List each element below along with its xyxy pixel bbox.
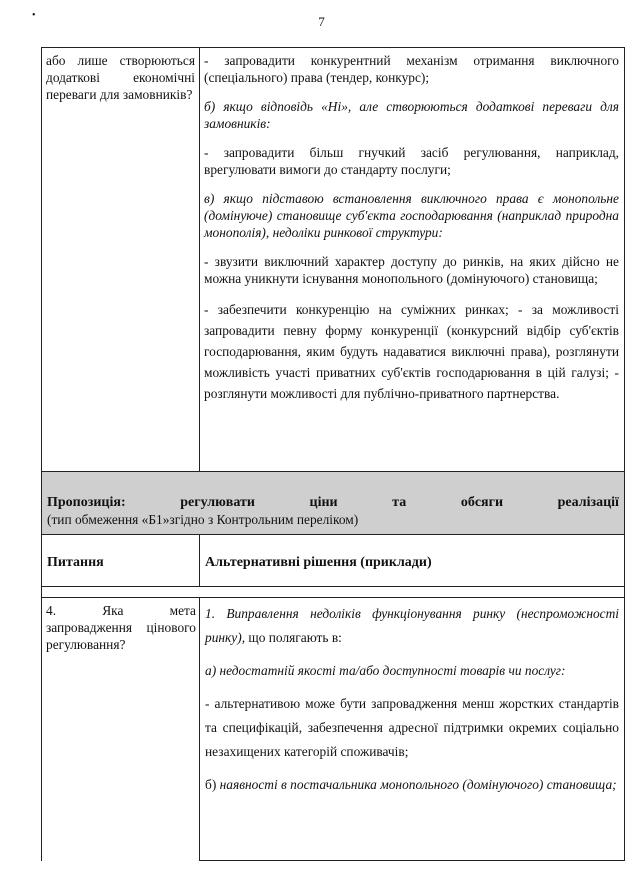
question-cell-1 xyxy=(41,47,200,472)
question-text-1: або лише створюються додаткові економічні переваги для замовників? xyxy=(46,53,195,102)
answer-paragraph-italic: в) якщо підставою встановлення виключного права є монопольне (домінуюче) становище суб'єкта господарювання (наприклад природна монополія), недоліки ринкової структури: xyxy=(204,191,619,240)
question-cell-2 xyxy=(41,597,200,861)
proposal-word: та xyxy=(392,495,407,510)
stray-mark: • xyxy=(32,10,36,21)
proposal-band xyxy=(41,471,625,535)
answer-cell-1 xyxy=(199,47,625,472)
answer-paragraph: - запровадити конкурентний механізм отримання виключного (спеціального) права (тендер, конкурс); xyxy=(204,53,619,85)
proposal-word: ціни xyxy=(309,495,338,510)
answer-paragraph: 1. Виправлення недоліків функціонування ринку (неспроможності ринку), що полягають в: xyxy=(205,606,619,645)
proposal-subtitle: (тип обмеження «Б1»згідно з Контрольним переліком) xyxy=(47,512,359,527)
answer-paragraph: - альтернативою може бути запровадження менш жорстких стандартів та специфікацій, забезпечення адресної підтримки окремих соціально незахищених категорій споживачів; xyxy=(205,696,619,759)
page-number: 7 xyxy=(318,14,325,29)
answer-paragraph-italic: а) недостатній якості та/або доступності товарів чи послуг: xyxy=(205,663,566,678)
proposal-word: реалізації xyxy=(557,495,619,510)
answer-paragraph: - звузити виключний характер доступу до ринків, на яких дійсно не можна уникнути існування монопольного (домінуючого) становища; xyxy=(204,254,619,286)
proposal-word: обсяги xyxy=(460,495,504,510)
answer-paragraph: б) наявності в постачальника монопольного (домінуючого) становища; xyxy=(205,777,617,792)
answer-paragraph: - запровадити більш гнучкий засіб регулювання, наприклад, врегулювати вимоги до стандарту послуги; xyxy=(204,145,619,177)
answer-paragraph-italic: б) якщо відповідь «Ні», але створюються додаткові переваги для замовників: xyxy=(204,99,619,131)
answer-cell-2 xyxy=(199,597,625,861)
proposal-label: Пропозиція: xyxy=(47,495,126,510)
proposal-title xyxy=(47,494,619,511)
proposal-word: регулювати xyxy=(180,495,255,510)
header-alternatives: Альтернативні рішення (приклади) xyxy=(199,534,625,587)
header-question: Питання xyxy=(41,534,200,587)
question-text-2: 4. Яка мета запровадження цінового регулювання? xyxy=(46,603,196,652)
answer-paragraph: - забезпечити конкуренцію на суміжних ринках; - за можливості запровадити певну форму конкуренції (конкурсний відбір суб'єктів господарювання, яким будуть надаватися виключні права), розглянути можливість участі приватних суб'єктів господарювання в цій галузі; - розглянути можливості для публічно-приватного партнерства. xyxy=(204,302,619,401)
